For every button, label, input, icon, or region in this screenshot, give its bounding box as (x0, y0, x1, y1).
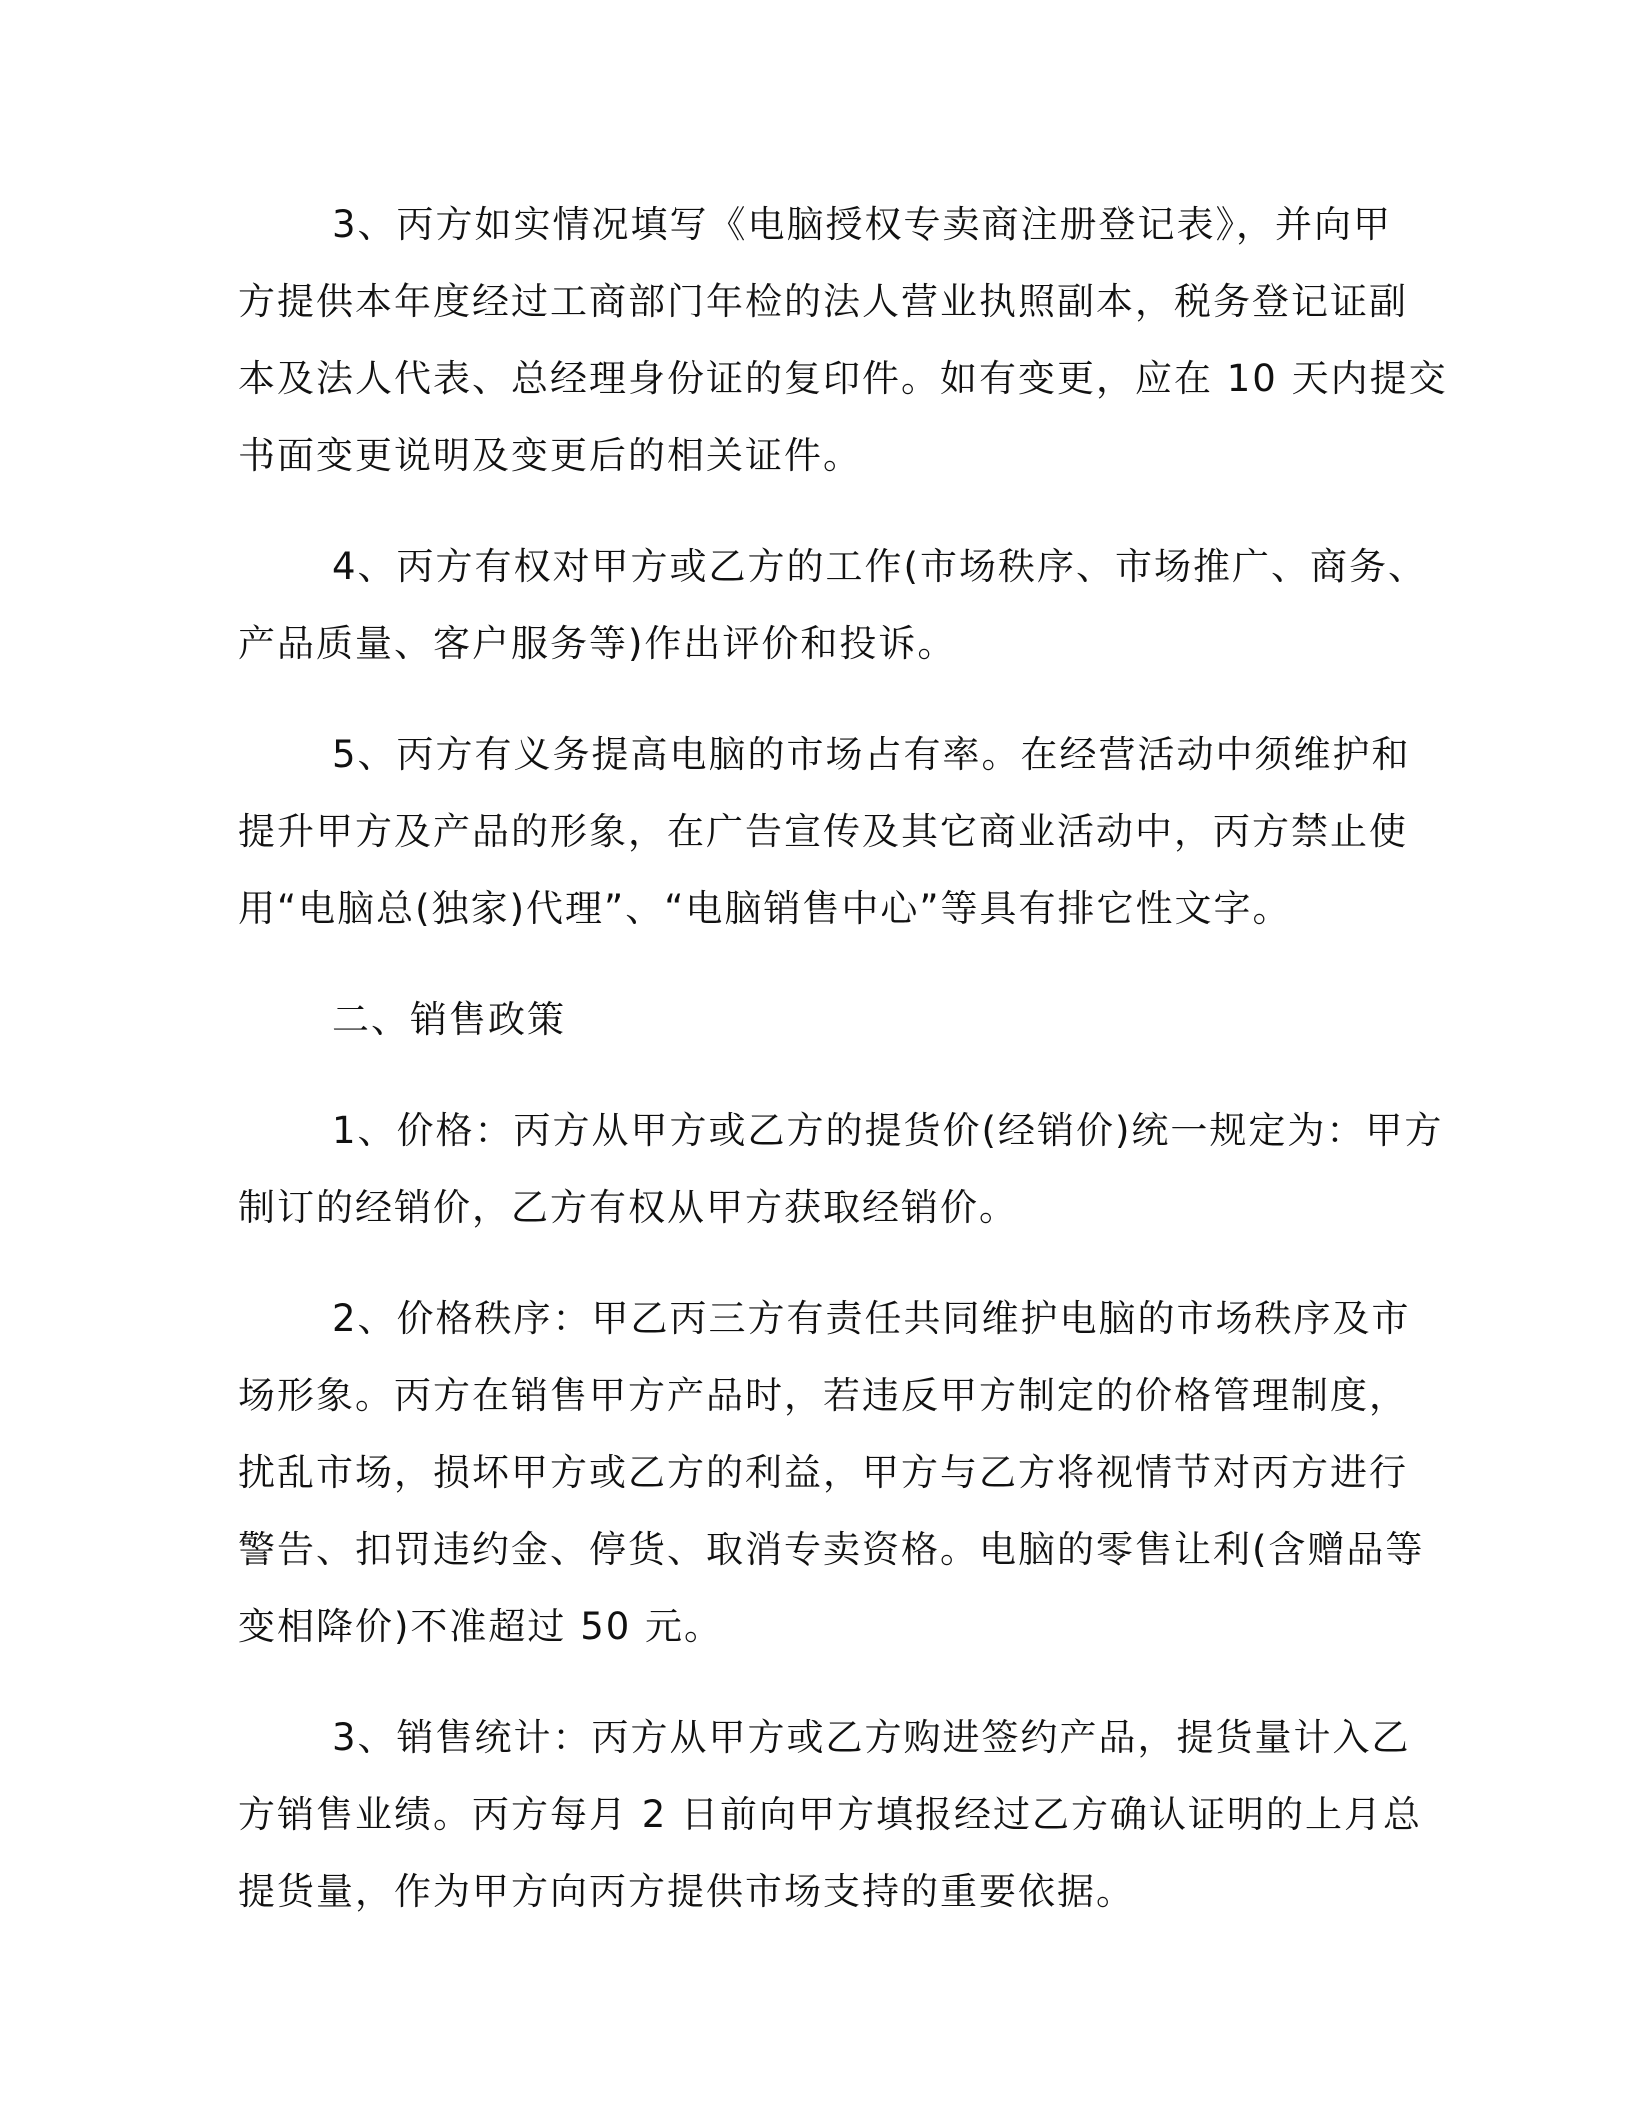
text-line: 用“电脑总(独家)代理”、“电脑销售中心”等具有排它性文字。 (238, 887, 1292, 930)
text-line: 制订的经销价，乙方有权从甲方获取经销价。 (238, 1186, 1018, 1229)
text-line: 提升甲方及产品的形象，在广告宣传及其它商业活动中，丙方禁止使 (238, 810, 1408, 853)
text-line: 产品质量、客户服务等)作出评价和投诉。 (238, 622, 957, 665)
section-heading-sales-policy (238, 981, 1398, 1058)
text-line: 方提供本年度经过工商部门年检的法人营业执照副本，税务登记证副 (238, 280, 1408, 323)
text-line: 4、丙方有权对甲方或乙方的工作(市场秩序、市场推广、商务、 (332, 545, 1427, 588)
text-line: 3、丙方如实情况填写《电脑授权专卖商注册登记表》，并向甲 (332, 203, 1393, 246)
text-line: 5、丙方有义务提高电脑的市场占有率。在经营活动中须维护和 (332, 733, 1411, 776)
text-line: 变相降价)不准超过 50 元。 (238, 1605, 724, 1648)
paragraph-clause-3-registration (238, 186, 1448, 494)
section-heading: 二、销售政策 (332, 998, 566, 1041)
document-body (238, 186, 1448, 1964)
text-line: 扰乱市场，损坏甲方或乙方的利益，甲方与乙方将视情节对丙方进行 (238, 1451, 1408, 1494)
paragraph-clause-4-evaluation (238, 528, 1427, 682)
text-line: 2、价格秩序：甲乙丙三方有责任共同维护电脑的市场秩序及市 (332, 1297, 1411, 1340)
paragraph-policy-3-sales-statistics (238, 1699, 1423, 1930)
paragraph-policy-2-price-order (238, 1280, 1425, 1665)
text-line: 警告、扣罚违约金、停货、取消专卖资格。电脑的零售让利(含赠品等 (238, 1528, 1425, 1571)
paragraph-policy-1-price (238, 1092, 1444, 1246)
text-line: 书面变更说明及变更后的相关证件。 (238, 434, 862, 477)
text-line: 方销售业绩。丙方每月 2 日前向甲方填报经过乙方确认证明的上月总 (238, 1793, 1423, 1836)
text-line: 提货量，作为甲方向丙方提供市场支持的重要依据。 (238, 1870, 1135, 1913)
text-line: 场形象。丙方在销售甲方产品时，若违反甲方制定的价格管理制度， (238, 1374, 1408, 1417)
paragraph-clause-5-market-share (238, 716, 1411, 947)
text-line: 3、销售统计：丙方从甲方或乙方购进签约产品，提货量计入乙 (332, 1716, 1411, 1759)
text-line: 本及法人代表、总经理身份证的复印件。如有变更，应在 10 天内提交 (238, 357, 1448, 400)
text-line: 1、价格：丙方从甲方或乙方的提货价(经销价)统一规定为：甲方 (332, 1109, 1444, 1152)
